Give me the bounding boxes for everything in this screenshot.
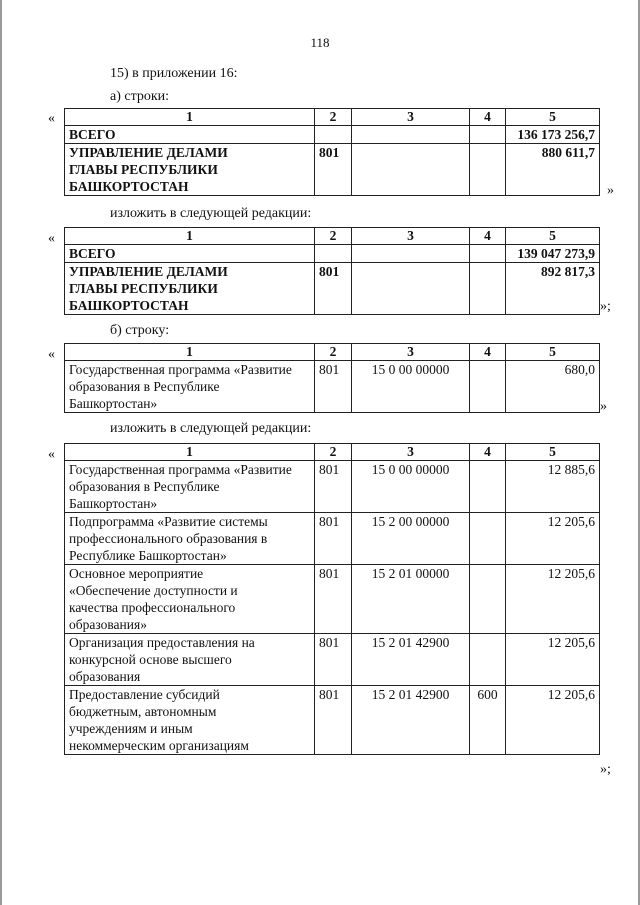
cell-code: 801: [315, 361, 352, 413]
subitem-b-heading: б) строку:: [110, 323, 170, 338]
cell-code: 801: [315, 461, 352, 513]
cell-type: [470, 361, 506, 413]
table-row: [65, 144, 600, 196]
cell-name: Государственная программа «Развитие образования в Республике Башкортостан»: [65, 461, 315, 513]
col-header-4: 4: [470, 228, 506, 245]
cell-amount: 139 047 273,9: [506, 245, 600, 263]
cell-type: 600: [470, 686, 506, 755]
cell-target: [352, 263, 470, 315]
table-row: [65, 461, 600, 513]
col-header-1: 1: [65, 228, 315, 245]
cell-code: 801: [315, 144, 352, 196]
cell-name: ВСЕГО: [65, 126, 315, 144]
quote-close-3: »: [600, 399, 607, 414]
col-header-4: 4: [470, 444, 506, 461]
cell-code: 801: [315, 513, 352, 565]
col-header-4: 4: [470, 344, 506, 361]
cell-type: [470, 144, 506, 196]
table-original-row-b: [64, 343, 600, 413]
col-header-3: 3: [352, 228, 470, 245]
cell-name: УПРАВЛЕНИЕ ДЕЛАМИ ГЛАВЫ РЕСПУБЛИКИ БАШКОРТОСТАН: [65, 144, 315, 196]
col-header-3: 3: [352, 444, 470, 461]
quote-open-2: «: [48, 231, 55, 246]
col-header-2: 2: [315, 109, 352, 126]
cell-amount: 12 205,6: [506, 565, 600, 634]
quote-close-1: »: [607, 183, 614, 198]
cell-target: 15 2 01 42900: [352, 634, 470, 686]
cell-name: Организация предоставления на конкурсной основе высшего образования: [65, 634, 315, 686]
cell-code: 801: [315, 565, 352, 634]
table-row: [65, 126, 600, 144]
table-header-row: [65, 444, 600, 461]
quote-close-4: »;: [600, 762, 611, 777]
table-new-rows: [64, 227, 600, 315]
table-new-row-b: [64, 443, 600, 755]
col-header-1: 1: [65, 344, 315, 361]
cell-name: Государственная программа «Развитие образования в Республике Башкортостан»: [65, 361, 315, 413]
cell-name: ВСЕГО: [65, 245, 315, 263]
cell-type: [470, 263, 506, 315]
cell-amount: 892 817,3: [506, 263, 600, 315]
cell-amount: 12 205,6: [506, 513, 600, 565]
quote-close-2: »;: [600, 299, 611, 314]
cell-code: [315, 245, 352, 263]
cell-amount: 12 205,6: [506, 686, 600, 755]
table-original-rows: [64, 108, 600, 196]
cell-type: [470, 126, 506, 144]
cell-code: 801: [315, 634, 352, 686]
col-header-2: 2: [315, 444, 352, 461]
page-number: 118: [310, 35, 330, 50]
cell-name: Предоставление субсидий бюджетным, автономным учреждениям и иным некоммерческим организациям: [65, 686, 315, 755]
cell-type: [470, 245, 506, 263]
cell-code: 801: [315, 263, 352, 315]
col-header-5: 5: [506, 344, 600, 361]
cell-target: 15 2 00 00000: [352, 513, 470, 565]
table-row: [65, 245, 600, 263]
cell-type: [470, 513, 506, 565]
quote-open-3: «: [48, 347, 55, 362]
table-header-row: [65, 344, 600, 361]
item-15-heading: 15) в приложении 16:: [110, 66, 238, 81]
cell-type: [470, 634, 506, 686]
table-header-row: [65, 109, 600, 126]
col-header-1: 1: [65, 444, 315, 461]
cell-name: Подпрограмма «Развитие системы профессионального образования в Республике Башкортостан»: [65, 513, 315, 565]
table-row: [65, 686, 600, 755]
subitem-a-heading: а) строки:: [110, 89, 170, 104]
table-header-row: [65, 228, 600, 245]
col-header-3: 3: [352, 344, 470, 361]
cell-target: 15 0 00 00000: [352, 361, 470, 413]
cell-target: 15 0 00 00000: [352, 461, 470, 513]
cell-target: 15 2 01 42900: [352, 686, 470, 755]
table-row: [65, 565, 600, 634]
col-header-3: 3: [352, 109, 470, 126]
cell-amount: 12 205,6: [506, 634, 600, 686]
cell-amount: 680,0: [506, 361, 600, 413]
cell-target: [352, 126, 470, 144]
col-header-1: 1: [65, 109, 315, 126]
col-header-2: 2: [315, 344, 352, 361]
cell-target: [352, 144, 470, 196]
page-edge-left: [0, 0, 2, 905]
col-header-5: 5: [506, 109, 600, 126]
quote-open-1: «: [48, 111, 55, 126]
replace-text-1: изложить в следующей редакции:: [110, 206, 312, 221]
cell-target: 15 2 01 00000: [352, 565, 470, 634]
col-header-5: 5: [506, 444, 600, 461]
cell-target: [352, 245, 470, 263]
table-row: [65, 513, 600, 565]
cell-name: УПРАВЛЕНИЕ ДЕЛАМИ ГЛАВЫ РЕСПУБЛИКИ БАШКОРТОСТАН: [65, 263, 315, 315]
table-row: [65, 634, 600, 686]
col-header-2: 2: [315, 228, 352, 245]
table-row: [65, 263, 600, 315]
replace-text-2: изложить в следующей редакции:: [110, 421, 312, 436]
cell-amount: 12 885,6: [506, 461, 600, 513]
col-header-5: 5: [506, 228, 600, 245]
table-row: [65, 361, 600, 413]
col-header-4: 4: [470, 109, 506, 126]
cell-type: [470, 565, 506, 634]
cell-type: [470, 461, 506, 513]
cell-amount: 880 611,7: [506, 144, 600, 196]
cell-amount: 136 173 256,7: [506, 126, 600, 144]
cell-code: 801: [315, 686, 352, 755]
quote-open-4: «: [48, 447, 55, 462]
cell-code: [315, 126, 352, 144]
cell-name: Основное мероприятие «Обеспечение доступности и качества профессионального образования»: [65, 565, 315, 634]
